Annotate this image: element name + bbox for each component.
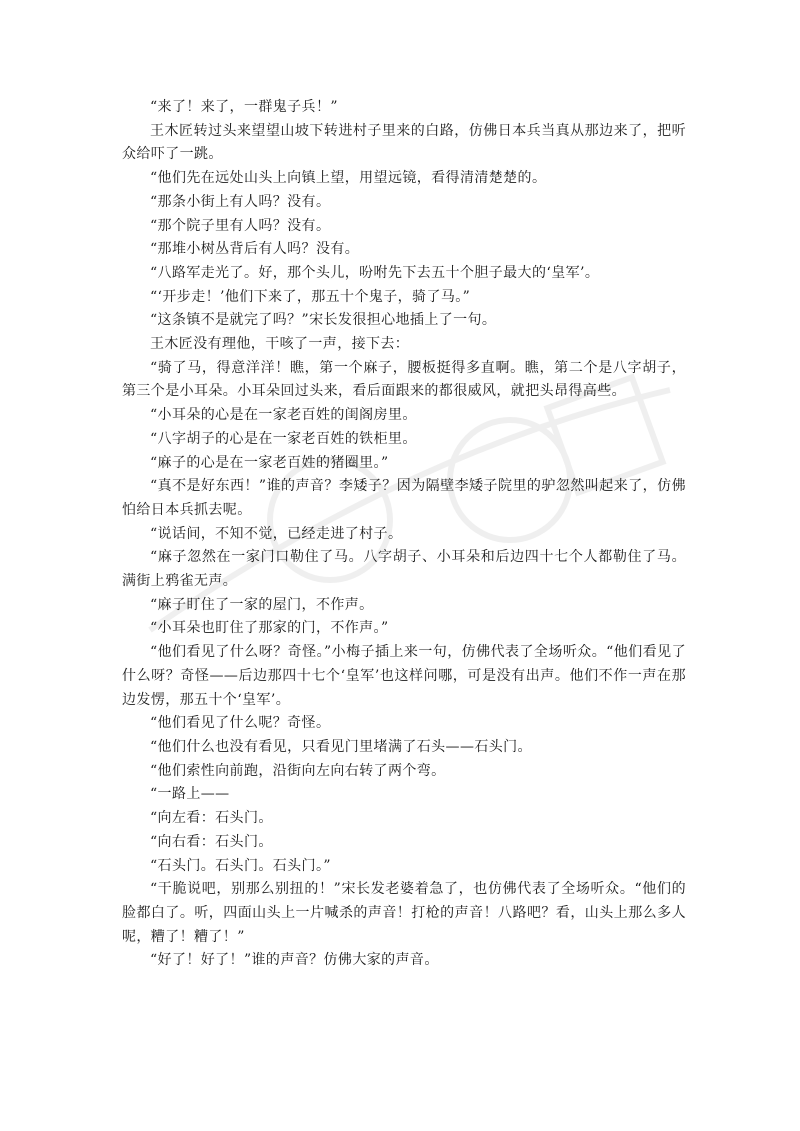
paragraph-17: “麻子忽然在一家门口勒住了马。八字胡子、小耳朵和后边四十七个人都勒住了马。满街上鸦雀无声。	[122, 549, 686, 590]
paragraph-7: “八路军走光了。好，那个头儿，吩咐先下去五十个胆子最大的‘皇军’。	[150, 264, 600, 281]
paragraph-10: 王木匠没有理他，干咳了一声，接下去：	[150, 336, 410, 353]
paragraph-11: “骑了马，得意洋洋！瞧，第一个麻子，腰板挺得多直啊。瞧，第二个是八字胡子，第三个是小耳朵。小耳朵回过头来，看后面跟来的都很威风，就把头昂得高些。	[122, 359, 686, 400]
paragraph-12: “小耳朵的心是在一家老百姓的闺阁房里。	[150, 407, 417, 424]
paragraph-19: “小耳朵也盯住了那家的门，不作声。”	[150, 620, 389, 637]
paragraph-29: “好了！好了！”谁的声音？仿佛大家的声音。	[150, 952, 439, 969]
paragraph-21: “他们看见了什么呢？奇怪。	[150, 715, 331, 732]
paragraph-8: “‘开步走！’他们下来了，那五十个鬼子，骑了马。”	[150, 288, 471, 305]
paragraph-26: “向右看：石头门。	[150, 833, 273, 850]
paragraph-2: 王木匠转过头来望望山坡下转进村子里来的白路，仿佛日本兵当真从那边来了，把听众给吓了一跳。	[122, 122, 686, 163]
paragraph-27: “石头门。石头门。石头门。”	[150, 857, 331, 874]
paragraph-25: “向左看：石头门。	[150, 810, 273, 827]
paragraph-4: “那条小街上有人吗？没有。	[150, 193, 331, 210]
paragraph-3: “他们先在远处山头上向镇上望，用望远镜，看得清清楚楚的。	[150, 170, 547, 187]
paragraph-28: “干脆说吧，别那么别扭的！”宋长发老婆着急了，也仿佛代表了全场听众。“他们的脸都白了。听，四面山头上一片喊杀的声音！打枪的声音！八路吧？看，山头上那么多人呢，糟了！糟了！”	[122, 881, 686, 945]
paragraph-20: “他们看见了什么呀？奇怪。”小梅子插上来一句，仿佛代表了全场听众。“他们看见了什么呀？奇怪——后边那四十七个‘皇军’也这样问哪，可是没有出声。他们不作一声在那边发愣，那五十个‘皇军’。	[122, 644, 686, 708]
paragraph-24: “一路上——	[150, 786, 230, 803]
paragraph-6: “那堆小树丛背后有人吗？没有。	[150, 241, 360, 258]
story-text	[122, 96, 686, 973]
paragraph-1: “来了！来了，一群鬼子兵！”	[150, 99, 338, 115]
paragraph-14: “麻子的心是在一家老百姓的猪圈里。”	[150, 454, 389, 471]
paragraph-5: “那个院子里有人吗？没有。	[150, 217, 331, 234]
paragraph-15: “真不是好东西！”谁的声音？李矮子？因为隔壁李矮子院里的驴忽然叫起来了，仿佛怕给日本兵抓去呢。	[122, 478, 686, 518]
paragraph-13: “八字胡子的心是在一家老百姓的铁柜里。	[150, 430, 417, 447]
paragraph-18: “麻子盯住了一家的屋门，不作声。	[150, 596, 374, 613]
paragraph-23: “他们索性向前跑，沿街向左向右转了两个弯。	[150, 762, 446, 779]
paragraph-16: “说话间，不知不觉，已经走进了村子。	[150, 525, 403, 542]
paragraph-9: “这条镇不是就完了吗？”宋长发很担心地插上了一句。	[150, 312, 497, 329]
paragraph-22: “他们什么也没有看见，只看见门里堵满了石头——石头门。	[150, 738, 532, 755]
